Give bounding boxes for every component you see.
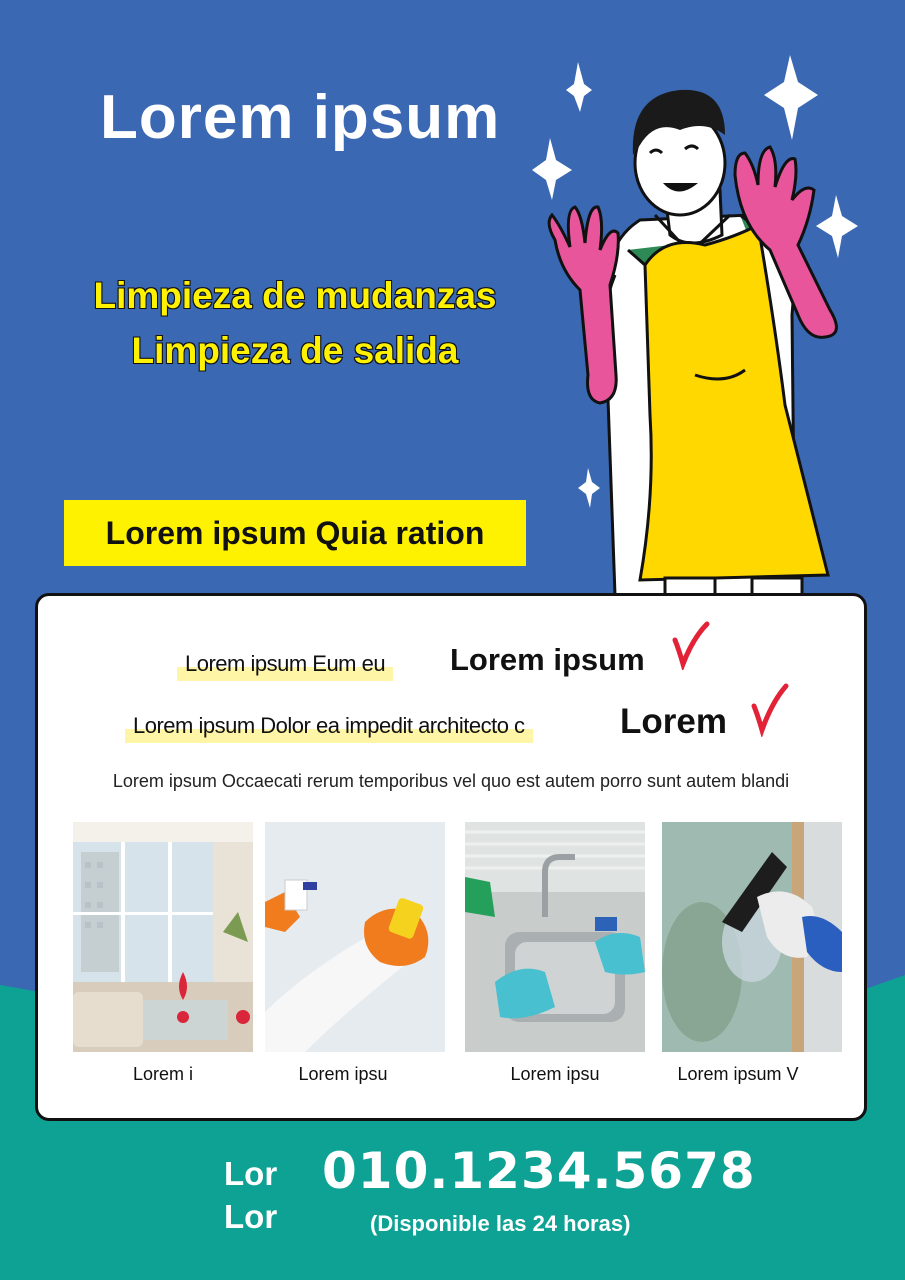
services-card [35, 593, 867, 1121]
highlight-row-1-text: Lorem ipsum Eum eu [185, 651, 386, 676]
window-squeegee-photo [662, 822, 842, 1052]
photo-caption-3: Lorem ipsu [510, 1064, 600, 1084]
subtitle-line-1: Limpieza de mudanzas [93, 275, 497, 316]
highlight-row-2 [133, 713, 525, 739]
subtitle-line-2: Limpieza de salida [131, 330, 459, 371]
photo-caption-4: Lorem ipsum V [677, 1064, 799, 1084]
row-2-bold-text: Lorem [620, 702, 727, 741]
highlight-row-2-text: Lorem ipsum Dolor ea impedit architecto c [133, 713, 525, 738]
contact-label-1: Lor [224, 1155, 278, 1192]
checkmark-icon [750, 682, 790, 737]
wall-scrubbing-photo [265, 822, 445, 1052]
description-text: Lorem ipsum Occaecati rerum temporibus vel quo est autem porro sunt autem blandi [112, 771, 790, 791]
banner-text: Lorem ipsum Quia ration [105, 514, 485, 551]
sink-cleaning-photo [465, 822, 645, 1052]
page-title: Lorem ipsum [100, 83, 501, 152]
availability-text: (Disponible las 24 horas) [370, 1211, 631, 1236]
cleaner-person-illustration [530, 75, 870, 600]
row-1-bold-text: Lorem ipsum [450, 642, 645, 677]
checkmark-icon [671, 620, 711, 670]
photo-caption-1: Lorem i [132, 1064, 194, 1084]
phone-number[interactable]: 010.1234.5678 [322, 1142, 756, 1200]
living-room-photo [73, 822, 253, 1052]
highlight-row-1 [185, 651, 385, 677]
contact-label-2: Lor [224, 1198, 278, 1235]
photo-caption-2: Lorem ipsu [298, 1064, 388, 1084]
